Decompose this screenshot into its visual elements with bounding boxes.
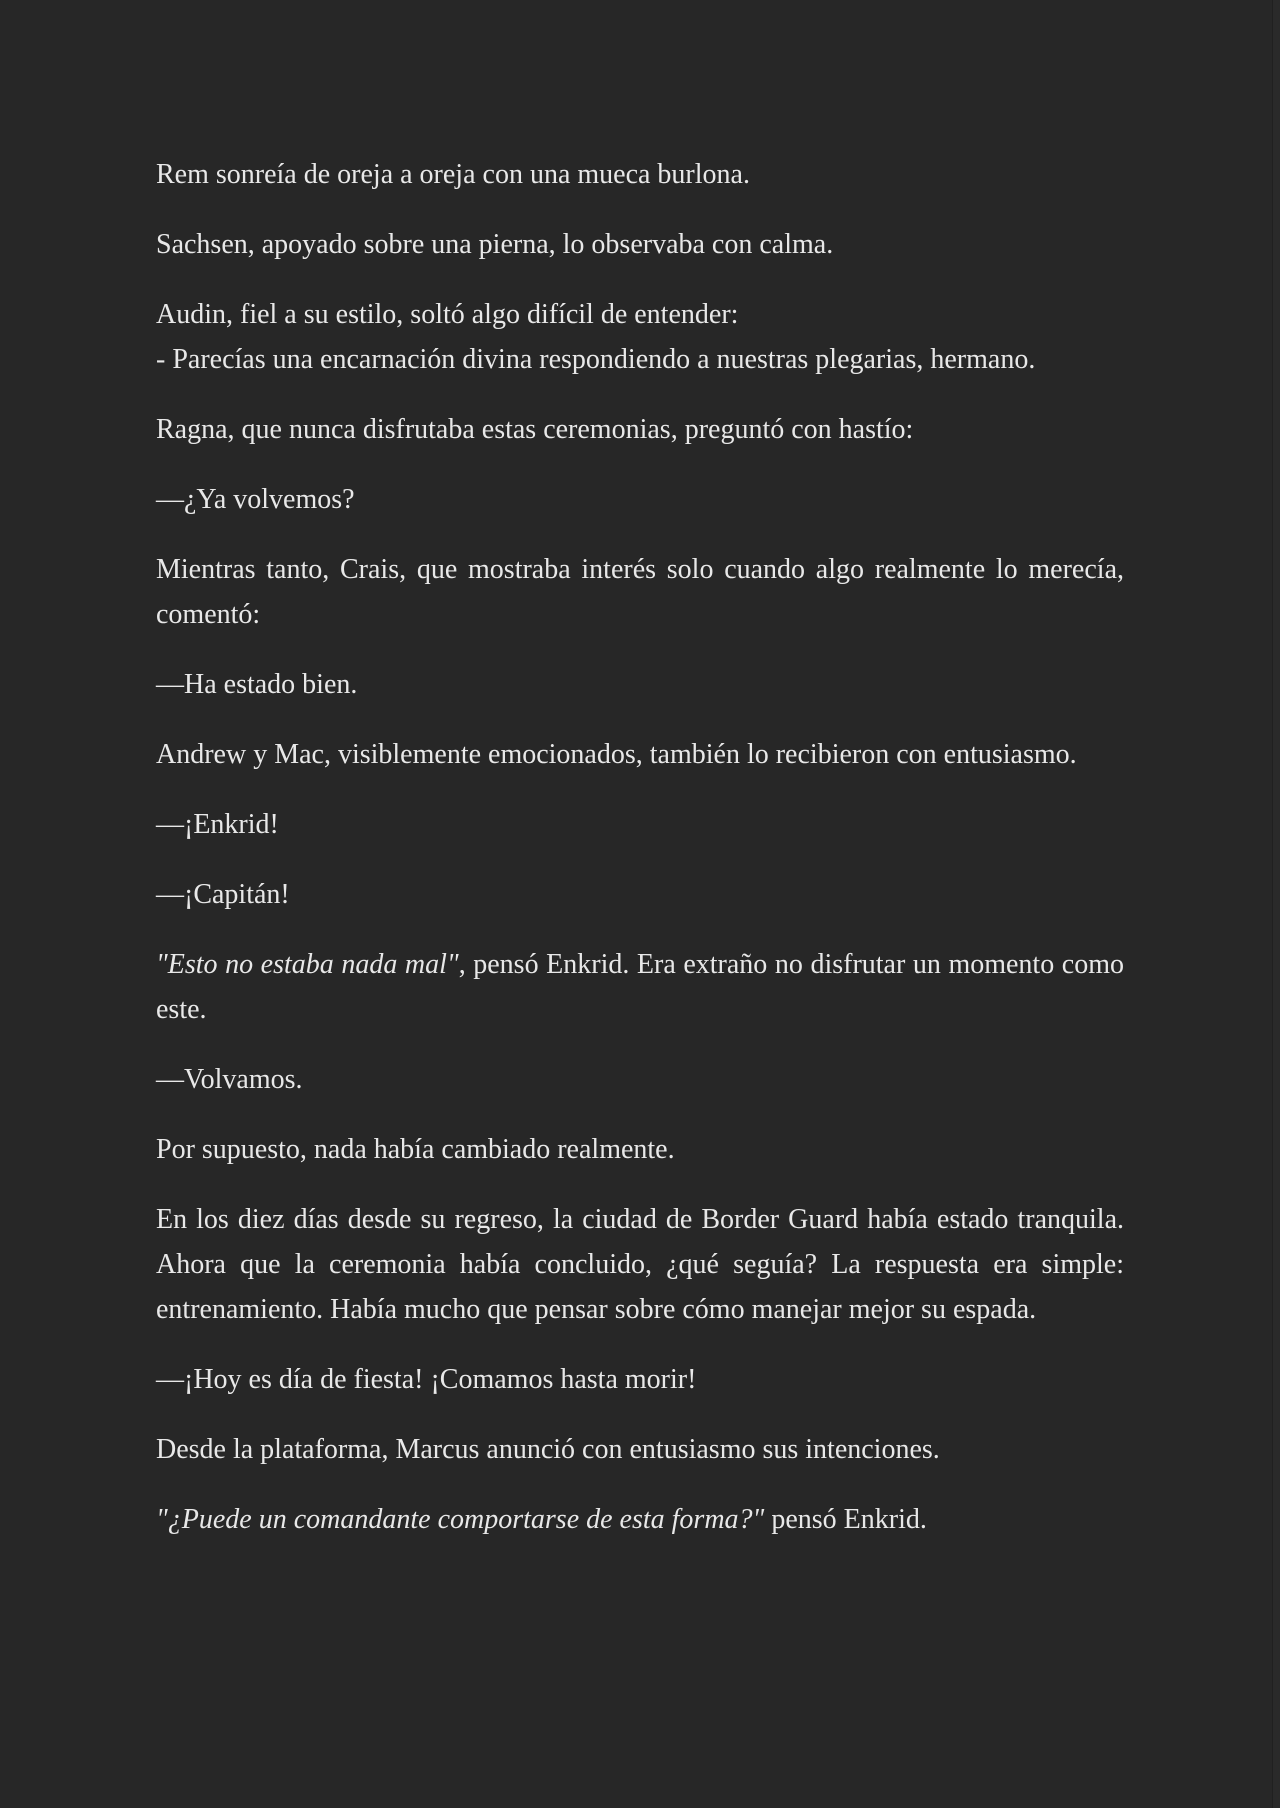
text-segment: Desde la plataforma, Marcus anunció con entusiasmo sus intenciones. (156, 1434, 940, 1465)
text-segment: Andrew y Mac, visiblemente emocionados, también lo recibieron con entusiasmo. (156, 739, 1077, 770)
paragraph (156, 477, 1124, 522)
text-segment: Audin, fiel a su estilo, soltó algo difícil de entender: (156, 299, 739, 330)
text-segment-italic: "Esto no estaba nada mal" (156, 949, 459, 980)
paragraph (156, 1127, 1124, 1172)
text-segment: Sachsen, apoyado sobre una pierna, lo observaba con calma. (156, 229, 834, 260)
paragraph (156, 547, 1124, 637)
text-segment: Por supuesto, nada había cambiado realmente. (156, 1134, 675, 1165)
text-segment: , pensó Enkrid. Era extraño no disfrutar un momento como este. (156, 949, 1124, 1025)
text-segment: pensó Enkrid. (764, 1504, 927, 1535)
paragraph (156, 222, 1124, 267)
paragraph (156, 292, 1124, 382)
text-segment: —¿Ya volvemos? (156, 484, 355, 515)
paragraph (156, 872, 1124, 917)
text-segment: Rem sonreía de oreja a oreja con una mueca burlona. (156, 159, 750, 190)
paragraph (156, 732, 1124, 777)
paragraph (156, 1427, 1124, 1472)
text-segment: —¡Enkrid! (156, 809, 279, 840)
paragraph (156, 942, 1124, 1032)
reader-page (156, 0, 1124, 1542)
text-segment: —Volvamos. (156, 1064, 303, 1095)
text-segment: —Ha estado bien. (156, 669, 358, 700)
text-segment: En los diez días desde su regreso, la ciudad de Border Guard había estado tranquila. Ahora que la ceremonia había concluido, ¿qué seguía? La respuesta era simple: entrenamiento. Había mucho que pensar sobre cómo manejar mejor su espada. (156, 1204, 1124, 1325)
paragraph (156, 1357, 1124, 1402)
text-segment: —¡Capitán! (156, 879, 290, 910)
paragraph (156, 662, 1124, 707)
paragraph (156, 407, 1124, 452)
text-segment: Mientras tanto, Crais, que mostraba interés solo cuando algo realmente lo merecía, comentó: (156, 554, 1124, 630)
paragraph (156, 802, 1124, 847)
paragraph (156, 152, 1124, 197)
paragraph (156, 1497, 1124, 1542)
text-segment: - Parecías una encarnación divina respondiendo a nuestras plegarias, hermano. (156, 344, 1036, 375)
paragraph (156, 1197, 1124, 1332)
chapter-text (156, 152, 1124, 1542)
text-segment: Ragna, que nunca disfrutaba estas ceremonias, preguntó con hastío: (156, 414, 914, 445)
paragraph (156, 1057, 1124, 1102)
text-segment-italic: "¿Puede un comandante comportarse de esta forma?" (156, 1504, 765, 1535)
scrollbar-track[interactable] (1272, 0, 1280, 1808)
text-segment: —¡Hoy es día de fiesta! ¡Comamos hasta morir! (156, 1364, 697, 1395)
